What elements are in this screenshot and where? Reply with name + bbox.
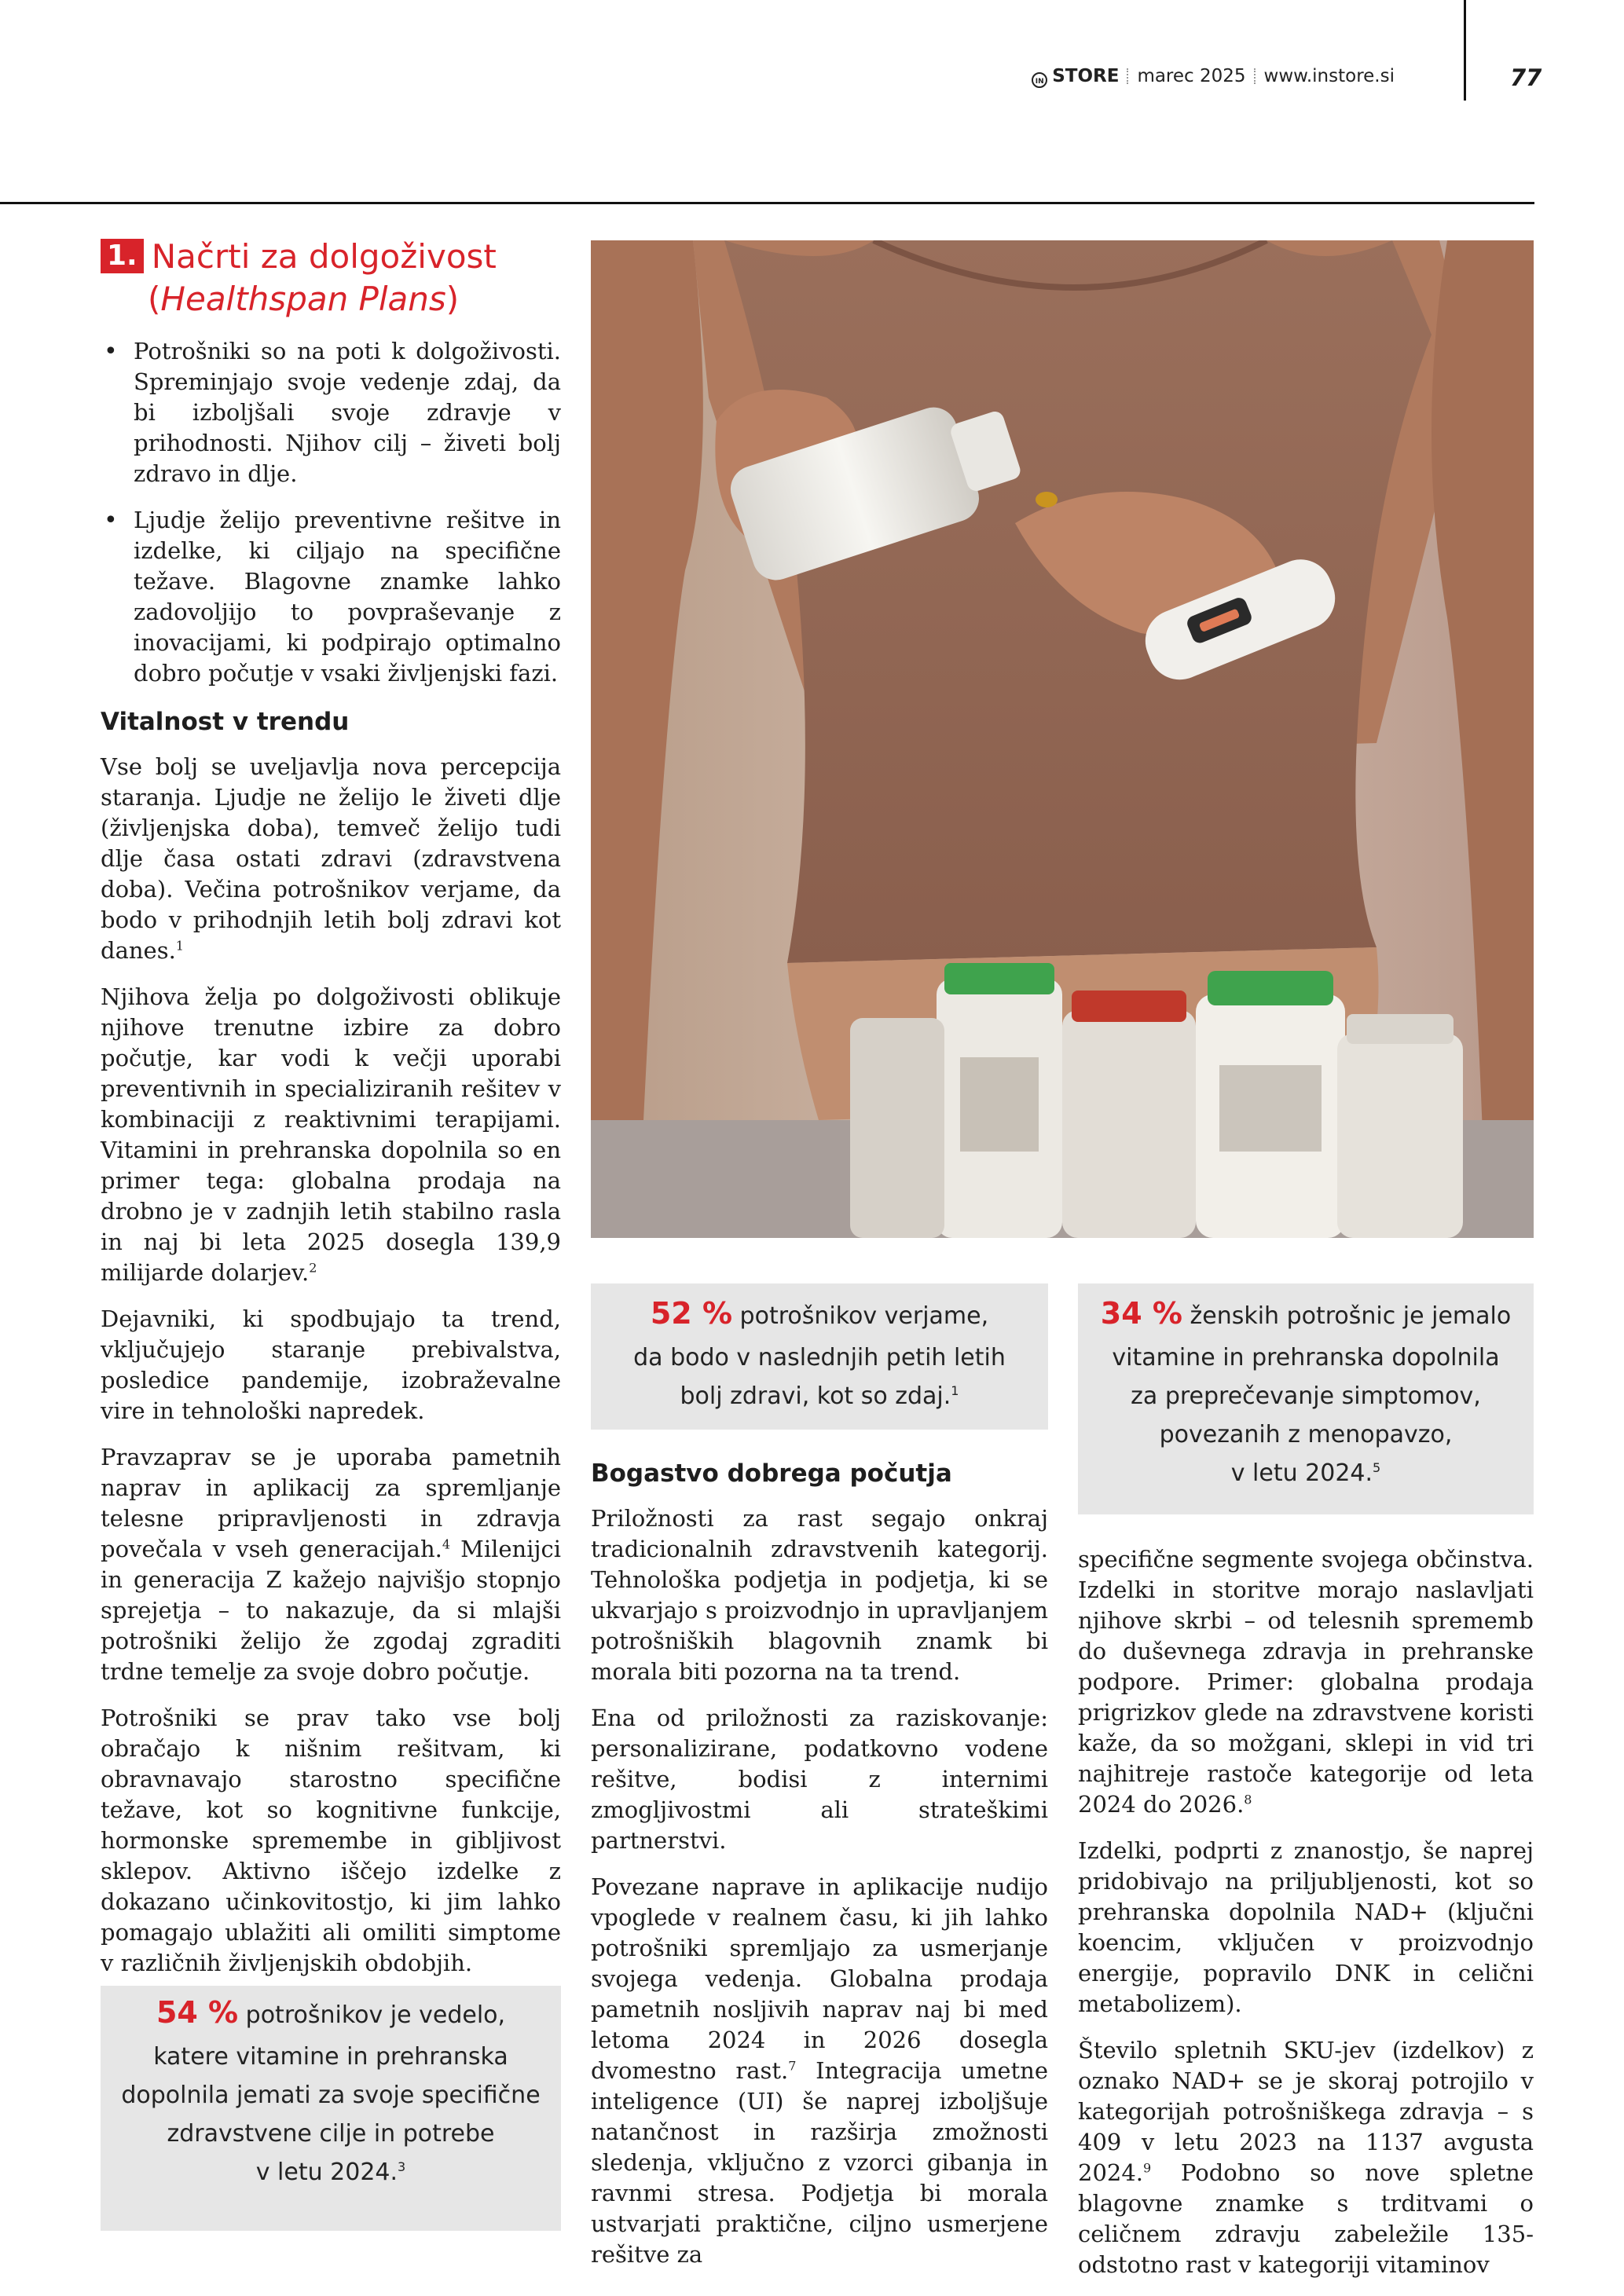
photo-illustration	[591, 240, 1534, 1238]
paragraph: Izdelki, podprti z znanostjo, še naprej pridobivajo na priljubljenosti, kot so prehranska dopolnila NAD+ (ključni koencim, vključen v proizvodnjo energije, popravilo DNK in celični metabolizem).	[1078, 1837, 1534, 2017]
separator	[1254, 68, 1256, 84]
paragraph: Vse bolj se uveljavlja nova percepcija staranja. Ljudje ne želijo le živeti dlje (življenjska doba), temveč želijo tudi dlje časa ostati zdravi (zdravstvena doba). Večina potrošnikov verjame, da bodo v prihodnjih letih bolj zdravi kot danes.$^1$	[101, 753, 561, 964]
separator	[1127, 68, 1129, 84]
bullet-icon: •	[104, 507, 118, 534]
middle-column	[591, 1459, 1048, 2286]
paren-open: (	[148, 280, 161, 318]
section-title-italic: Healthspan Plans	[160, 280, 446, 318]
bullet-icon: •	[104, 338, 118, 365]
paragraph: Število spletnih SKU-jev (izdelkov) z oznako NAD+ se je skoraj potrojilo v kategorijah potrošniškega zdravja – s 409 v letu 2023 na 1137 avgusta 2024.$^9$ Podobno so nove spletne blagovne znamke s trditvami o celičnem zdravju zabeležile 135-odstotno rast v kategoriji vitaminov	[1078, 2037, 1534, 2278]
section-title-line1: Načrti za dolgoživost	[151, 237, 497, 276]
header-rule	[0, 202, 1534, 204]
website-url[interactable]: www.instore.si	[1263, 66, 1395, 86]
paragraph: Njihova želja po dolgoživosti oblikuje njihove trenutne izbire za dobro počutje, kar vodi k večji uporabi preventivnih in specializiranih rešitev v kombinaciji z reaktivnimi terapijami. Vitamini in prehranska dopolnila so en primer tega: globalna prodaja na drobno je v zadnjih letih stabilno rasla in naj bi leta 2025 dosegla 139,9 milijarde dolarjev.$^2$	[101, 983, 561, 1286]
stat-box-52: 52 % potrošnikov verjame, da bodo v naslednjih petih letih bolj zdravi, kot so zdaj.$^1$	[591, 1283, 1048, 1430]
section-number: 1.	[101, 239, 144, 273]
instore-logo-icon: IN	[1032, 72, 1047, 88]
stat-percent: 34 %	[1100, 1296, 1182, 1331]
paragraph: Potrošniki se prav tako vse bolj obračajo k nišnim rešitvam, ki obravnavajo starostno specifične težave, kot so kognitivne funkcije, hormonske spremembe in gibljivost sklepov. Aktivno iščejo izdelke z dokazano učinkovitostjo, ki jim lahko pomagajo ublažiti ali omiliti simptome v različnih življenjskih obdobjih.	[101, 1705, 561, 1976]
paragraph: Pravzaprav se je uporaba pametnih naprav in aplikacij za spremljanje telesne pripravljenosti in zdravja povečala v vseh generacijah.$^4$ Milenijci in generacija Z kažejo najvišjo stopnjo sprejetja – to nakazuje, da si mlajši potrošniki želijo že zgodaj zgraditi trdne temelje za svoje dobro počutje.	[101, 1444, 561, 1685]
bullet-item: • Potrošniki so na poti k dolgoživosti. Spreminjajo svoje vedenje zdaj, da bi izboljšali svoje zdravje v prihodnosti. Njihov cilj – živeti bolj zdravo in dlje.	[104, 338, 561, 487]
stat-percent: 54 %	[156, 1995, 239, 2030]
summary-bullets	[101, 336, 561, 689]
paren-close: )	[445, 280, 460, 318]
issue-date: marec 2025	[1137, 66, 1246, 86]
header-divider	[1464, 0, 1466, 101]
paragraph: Povezane naprave in aplikacije nudijo vpoglede v realnem času, ki jih lahko potrošniki spremljajo za usmerjanje svojega vedenja. Globalna prodaja pametnih nosljivih naprav naj bi med letoma 2024 in 2026 dosegla dvomestno rast.$^7$ Integracija umetne inteligence (UI) še naprej izboljšuje natančnost in razširja zmožnosti sledenja, vključno z vzorci gibanja in ravnmi stresa. Podjetja bi morala ustvarjati praktične, ciljno usmerjene rešitve za	[591, 1873, 1049, 2268]
subheading-vitality: Vitalnost v trendu	[101, 708, 350, 736]
paragraph: Ena od priložnosti za raziskovanje: personalizirane, podatkovno vodene rešitve, bodisi z internimi zmogljivostmi ali strateškimi partnerstvi.	[591, 1705, 1048, 1854]
stat-box-34: 34 % ženskih potrošnic je jemalo vitamine in prehranska dopolnila za preprečevanje simptomov, povezanih z menopavzo, v letu 2024.$^5$	[1078, 1283, 1534, 1514]
page-header	[1032, 66, 1395, 88]
paragraph: specifične segmente svojega občinstva. Izdelki in storitve morajo naslavljati njihove skrbi – od telesnih sprememb do duševnega zdravja in prehranske podpore. Primer: globalna prodaja prigrizkov glede na zdravstvene koristi kaže, da so možgani, sklepi in vid tri najhitreje rastoče kategorije od leta 2024 do 2026.$^8$	[1078, 1546, 1534, 1818]
paragraph: Dejavniki, ki spodbujajo ta trend, vključujejo staranje prebivalstva, posledice pandemije, izobraževalne vire in tehnološki napredek.	[101, 1305, 561, 1424]
left-column	[101, 236, 561, 1994]
stat-percent: 52 %	[650, 1296, 733, 1331]
hero-photo	[591, 240, 1534, 1238]
paragraph: Priložnosti za rast segajo onkraj tradicionalnih zdravstvenih kategorij. Tehnološka podjetja in podjetja, ki se ukvarjajo s proizvodnjo in upravljanjem potrošniških blagovnih znamk bi morala biti pozorna na ta trend.	[591, 1505, 1048, 1685]
stat-box-54: 54 % potrošnikov je vedelo, katere vitamine in prehranska dopolnila jemati za svoje specifične zdravstvene cilje in potrebe v letu 2024.$^3$	[101, 1986, 561, 2231]
brand-name: STORE	[1052, 66, 1120, 86]
right-column	[1078, 1544, 1534, 2296]
section-title	[101, 236, 561, 320]
subheading-wellbeing: Bogastvo dobrega počutja	[591, 1459, 952, 1488]
page-number: 77	[1510, 64, 1542, 91]
bullet-item: • Ljudje želijo preventivne rešitve in izdelke, ki ciljajo na specifične težave. Blagovne znamke lahko zadovoljijo to povpraševanje z inovacijami, ki podpirajo optimalno dobro počutje v vsaki življenjski fazi.	[104, 507, 561, 687]
